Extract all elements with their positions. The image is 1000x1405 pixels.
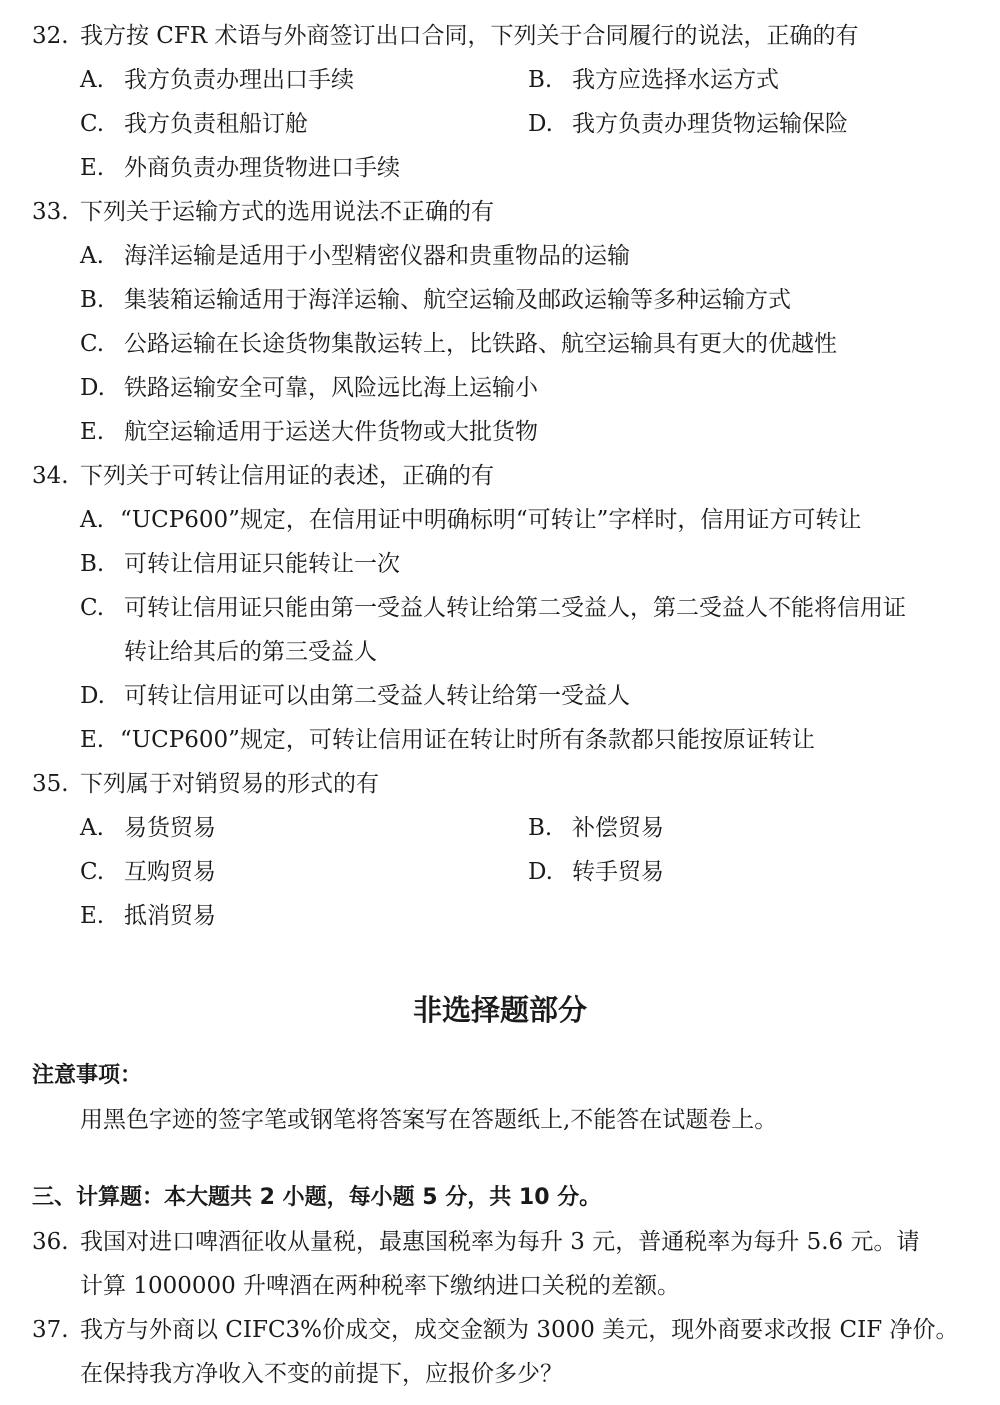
option-text: “UCP600”规定，在信用证中明确标明“可转让”字样时，信用证方可转让 (120, 507, 862, 533)
exam-page (0, 14, 1000, 1396)
option-text: 集装箱运输适用于海洋运输、航空运输及邮政运输等多种运输方式 (124, 287, 791, 313)
question-number: 32. (32, 23, 69, 49)
option-label: B. (80, 551, 105, 577)
option-row (0, 850, 1000, 894)
option-label: A. (80, 507, 104, 533)
question-stem-continued: 计算 1000000 升啤酒在两种税率下缴纳进口关税的差额。 (80, 1273, 681, 1299)
option-label: A. (80, 815, 104, 841)
option-text: 外商负责办理货物进口手续 (124, 155, 400, 181)
option-label: A. (80, 243, 104, 269)
notice-body: 用黑色字迹的签字笔或钢笔将答案写在答题纸上,不能答在试题卷上。 (80, 1107, 778, 1133)
option-label: D. (528, 859, 553, 885)
option-c (0, 850, 528, 894)
option-a (0, 234, 1000, 278)
option-text: 易货贸易 (124, 815, 216, 841)
option-label: B. (528, 815, 553, 841)
option-label: A. (80, 67, 104, 93)
question-stem: 我国对进口啤酒征收从量税，最惠国税率为每升 3 元，普通税率为每升 5.6 元。请 (80, 1229, 920, 1255)
emphasis-dots: 不正确 • • • (379, 190, 448, 234)
section-title: 非选择题部分 (412, 993, 587, 1027)
option-c (0, 102, 528, 146)
notice-heading: 注意事项： (32, 1063, 143, 1088)
option-b (0, 278, 1000, 322)
option-text: 我方负责租船订舱 (124, 111, 308, 137)
question-number: 36. (32, 1229, 69, 1255)
question-34 (0, 454, 1000, 498)
option-label: D. (80, 683, 105, 709)
question-number: 37. (32, 1317, 69, 1343)
option-label: D. (528, 111, 553, 137)
question-number: 35. (32, 771, 69, 797)
question-stem: 我方与外商以 CIFC3%价成交，成交金额为 3000 美元，现外商要求改报 CIF 净价。 (80, 1317, 959, 1343)
option-d (528, 102, 968, 146)
option-b (528, 58, 968, 102)
option-b (528, 806, 968, 850)
option-label: C. (80, 595, 105, 621)
option-e (0, 146, 1000, 190)
question-stem: 下列关于可转让信用证的表述，正确的有 (80, 463, 494, 489)
option-text: 抵消贸易 (124, 903, 216, 929)
question-number: 33. (32, 199, 69, 225)
option-e (0, 894, 1000, 938)
option-row (0, 102, 1000, 146)
question-33 (0, 190, 1000, 234)
option-text: 我方负责办理出口手续 (124, 67, 354, 93)
option-label: E. (80, 419, 105, 445)
option-label: E. (80, 727, 105, 753)
option-text: 航空运输适用于运送大件货物或大批货物 (124, 419, 538, 445)
option-row (0, 58, 1000, 102)
option-e (0, 410, 1000, 454)
option-d (0, 366, 1000, 410)
option-c (0, 586, 1000, 630)
option-text: 可转让信用证只能转让一次 (124, 551, 400, 577)
question-stem: 下列属于对销贸易的形式的有 (80, 771, 379, 797)
option-text: “UCP600”规定，可转让信用证在转让时所有条款都只能按原证转让 (120, 727, 815, 753)
option-text: 铁路运输安全可靠，风险远比海上运输小 (124, 375, 538, 401)
option-c (0, 322, 1000, 366)
option-text: 海洋运输是适用于小型精密仪器和贵重物品的运输 (124, 243, 630, 269)
option-label: D. (80, 375, 105, 401)
option-text: 互购贸易 (124, 859, 216, 885)
option-text: 我方应选择水运方式 (572, 67, 779, 93)
question-stem-continued: 在保持我方净收入不变的前提下，应报价多少？ (80, 1361, 563, 1387)
option-text: 我方负责办理货物运输保险 (572, 111, 848, 137)
option-label: E. (80, 155, 105, 181)
option-label: C. (80, 859, 105, 885)
option-text: 可转让信用证只能由第一受益人转让给第二受益人，第二受益人不能将信用证 (124, 595, 906, 621)
question-36 (0, 1220, 1000, 1264)
question-37 (0, 1308, 1000, 1352)
part-heading: 三、计算题：本大题共 2 小题，每小题 5 分，共 10 分。 (32, 1185, 602, 1210)
question-number: 34. (32, 463, 69, 489)
stem-part: 的有 (448, 199, 494, 225)
option-d (528, 850, 968, 894)
option-row (0, 806, 1000, 850)
option-label: B. (80, 287, 105, 313)
option-text: 转手贸易 (572, 859, 664, 885)
stem-part: 下列关于运输方式的选用说法 (80, 199, 379, 225)
option-a (0, 498, 1000, 542)
option-d (0, 674, 1000, 718)
option-e (0, 718, 1000, 762)
option-text: 补偿贸易 (572, 815, 664, 841)
question-35 (0, 762, 1000, 806)
question-stem: 我方按 CFR 术语与外商签订出口合同，下列关于合同履行的说法，正确的有 (80, 23, 859, 49)
option-label: E. (80, 903, 105, 929)
option-b (0, 542, 1000, 586)
option-label: C. (80, 111, 105, 137)
option-label: C. (80, 331, 105, 357)
option-text: 公路运输在长途货物集散运转上，比铁路、航空运输具有更大的优越性 (124, 331, 837, 357)
option-label: B. (528, 67, 553, 93)
option-a (0, 806, 528, 850)
question-stem (80, 199, 494, 225)
option-text-continued: 转让给其后的第三受益人 (124, 639, 377, 665)
option-text: 可转让信用证可以由第二受益人转让给第一受益人 (124, 683, 630, 709)
question-32 (0, 14, 1000, 58)
option-a (0, 58, 528, 102)
